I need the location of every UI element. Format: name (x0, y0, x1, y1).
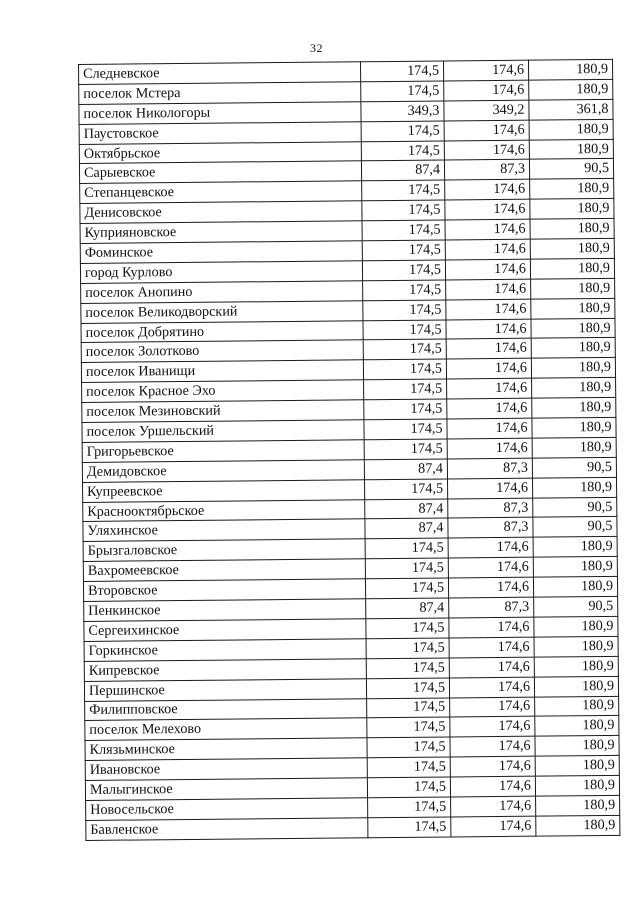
value-cell-3: 180,9 (534, 616, 618, 637)
settlement-name-cell: поселок Уршельский (82, 420, 364, 443)
value-cell-1: 174,5 (364, 439, 447, 460)
value-cell-2: 174,6 (445, 180, 530, 201)
value-cell-1: 87,4 (365, 499, 448, 520)
value-cell-1: 174,5 (361, 121, 444, 142)
value-cell-3: 180,9 (531, 358, 615, 379)
value-cell-2: 174,6 (447, 438, 532, 459)
value-cell-2: 349,2 (444, 100, 529, 121)
value-cell-2: 174,6 (444, 80, 529, 101)
value-cell-2: 174,6 (446, 339, 531, 360)
settlement-name-cell: поселок Мелехово (85, 718, 367, 741)
value-cell-3: 180,9 (529, 139, 613, 160)
value-cell-2: 174,6 (449, 617, 534, 638)
value-cell-2: 174,6 (444, 120, 529, 141)
settlement-name-cell: Степанцевское (80, 181, 362, 204)
value-cell-3: 180,9 (529, 119, 613, 140)
value-cell-2: 174,6 (450, 697, 535, 718)
value-cell-2: 174,6 (448, 577, 533, 598)
value-cell-1: 174,5 (364, 379, 447, 400)
value-cell-1: 174,5 (367, 757, 450, 778)
settlement-name-cell: Паустовское (79, 121, 361, 144)
value-cell-1: 87,4 (365, 518, 448, 539)
value-cell-3: 180,9 (530, 258, 614, 279)
value-cell-1: 87,4 (364, 459, 447, 480)
value-cell-1: 174,5 (363, 300, 446, 321)
value-cell-2: 174,6 (446, 279, 531, 300)
value-cell-3: 180,9 (533, 557, 617, 578)
value-cell-3: 180,9 (532, 477, 616, 498)
settlement-name-cell: Григорьевское (82, 440, 364, 463)
settlement-name-cell: Демидовское (82, 460, 364, 483)
settlement-name-cell: Второвское (83, 579, 365, 602)
value-cell-3: 180,9 (535, 756, 619, 777)
value-cell-2: 174,6 (447, 478, 532, 499)
value-cell-3: 180,9 (531, 278, 615, 299)
value-cell-1: 174,5 (367, 737, 450, 758)
value-cell-3: 180,9 (536, 795, 620, 816)
settlement-name-cell: Новосельское (86, 798, 368, 821)
value-cell-2: 174,6 (451, 816, 536, 837)
value-cell-1: 174,5 (367, 777, 450, 798)
value-cell-2: 87,3 (444, 160, 529, 181)
value-cell-1: 174,5 (365, 479, 448, 500)
value-cell-1: 349,3 (361, 101, 444, 122)
settlement-name-cell: Уляхинское (83, 519, 365, 542)
value-cell-1: 87,4 (366, 598, 449, 619)
value-cell-2: 174,6 (450, 717, 535, 738)
value-cell-1: 174,5 (367, 717, 450, 738)
value-cell-3: 180,9 (536, 815, 620, 836)
value-cell-1: 174,5 (362, 180, 445, 201)
data-table (78, 59, 620, 841)
value-cell-3: 180,9 (531, 338, 615, 359)
value-cell-3: 180,9 (530, 238, 614, 259)
value-cell-2: 174,6 (446, 319, 531, 340)
value-cell-2: 174,6 (448, 538, 533, 559)
settlement-name-cell: поселок Мстера (79, 82, 361, 105)
settlement-name-cell: Бавленское (86, 818, 368, 841)
settlement-name-cell: Ивановское (85, 758, 367, 781)
value-cell-1: 174,5 (364, 399, 447, 420)
value-cell-3: 180,9 (531, 318, 615, 339)
value-cell-2: 174,6 (445, 259, 530, 280)
value-cell-2: 174,6 (451, 796, 536, 817)
value-cell-1: 174,5 (366, 678, 449, 699)
settlement-name-cell: Вахромеевское (83, 559, 365, 582)
value-cell-3: 180,9 (532, 397, 616, 418)
settlement-name-cell: поселок Иванищи (81, 360, 363, 383)
settlement-name-cell: поселок Мезиновский (82, 400, 364, 423)
settlement-name-cell: Куприяновское (80, 221, 362, 244)
value-cell-2: 174,6 (449, 637, 534, 658)
value-cell-3: 180,9 (529, 79, 613, 100)
value-cell-3: 180,9 (534, 676, 618, 697)
value-cell-1: 174,5 (364, 419, 447, 440)
value-cell-2: 174,6 (443, 60, 528, 81)
value-cell-3: 180,9 (530, 199, 614, 220)
value-cell-1: 174,5 (366, 618, 449, 639)
value-cell-1: 174,5 (365, 578, 448, 599)
settlement-name-cell: Октябрьское (79, 141, 361, 164)
value-cell-1: 174,5 (360, 61, 443, 82)
settlement-name-cell: поселок Добрятино (81, 320, 363, 343)
value-cell-2: 174,6 (445, 219, 530, 240)
value-cell-3: 180,9 (535, 736, 619, 757)
settlement-name-cell: Брызгаловское (83, 539, 365, 562)
value-cell-1: 174,5 (367, 697, 450, 718)
value-cell-3: 180,9 (530, 218, 614, 239)
value-cell-2: 174,6 (447, 418, 532, 439)
value-cell-3: 90,5 (534, 596, 618, 617)
value-cell-3: 90,5 (533, 497, 617, 518)
settlement-name-cell: Малыгинское (85, 778, 367, 801)
value-cell-3: 180,9 (528, 59, 612, 80)
value-cell-3: 180,9 (534, 656, 618, 677)
settlement-name-cell: поселок Красное Эхо (82, 380, 364, 403)
value-cell-1: 174,5 (365, 558, 448, 579)
value-cell-1: 174,5 (362, 200, 445, 221)
value-cell-2: 174,6 (445, 239, 530, 260)
value-cell-3: 361,8 (529, 99, 613, 120)
value-cell-3: 180,9 (532, 437, 616, 458)
value-cell-1: 174,5 (363, 320, 446, 341)
value-cell-3: 90,5 (529, 159, 613, 180)
value-cell-2: 174,6 (450, 736, 535, 757)
value-cell-2: 87,3 (447, 458, 532, 479)
value-cell-2: 87,3 (448, 518, 533, 539)
settlement-name-cell: Филипповское (85, 698, 367, 721)
value-cell-1: 174,5 (361, 141, 444, 162)
value-cell-1: 174,5 (362, 260, 445, 281)
settlement-name-cell: город Курлово (80, 261, 362, 284)
value-cell-1: 174,5 (362, 240, 445, 261)
settlement-name-cell: Сергеихинское (84, 619, 366, 642)
settlement-name-cell: поселок Золотково (81, 340, 363, 363)
value-cell-1: 174,5 (362, 220, 445, 241)
settlement-name-cell: Кипревское (84, 658, 366, 681)
settlement-name-cell: поселок Анопино (81, 281, 363, 304)
value-cell-3: 180,9 (531, 298, 615, 319)
value-cell-2: 174,6 (448, 557, 533, 578)
settlement-name-cell: Клязьминское (85, 738, 367, 761)
value-cell-1: 174,5 (363, 339, 446, 360)
settlement-name-cell: Сарыевское (79, 161, 361, 184)
table-body (79, 59, 620, 840)
value-cell-3: 180,9 (534, 636, 618, 657)
value-cell-3: 180,9 (535, 716, 619, 737)
value-cell-2: 174,6 (447, 378, 532, 399)
value-cell-2: 174,6 (449, 677, 534, 698)
value-cell-1: 174,5 (368, 817, 451, 838)
settlement-name-cell: поселок Великодворский (81, 300, 363, 323)
value-cell-3: 90,5 (532, 457, 616, 478)
value-cell-3: 180,9 (535, 696, 619, 717)
value-cell-2: 174,6 (444, 140, 529, 161)
settlement-name-cell: Горкинское (84, 639, 366, 662)
value-cell-3: 180,9 (533, 577, 617, 598)
value-cell-3: 180,9 (535, 775, 619, 796)
settlement-name-cell: Следневское (79, 62, 361, 85)
value-cell-2: 174,6 (447, 398, 532, 419)
value-cell-1: 174,5 (366, 638, 449, 659)
value-cell-2: 87,3 (448, 498, 533, 519)
settlement-name-cell: Денисовское (80, 201, 362, 224)
value-cell-3: 180,9 (530, 179, 614, 200)
value-cell-3: 180,9 (532, 378, 616, 399)
value-cell-3: 180,9 (532, 417, 616, 438)
value-cell-1: 174,5 (361, 81, 444, 102)
settlement-name-cell: Першинское (84, 678, 366, 701)
value-cell-2: 174,6 (446, 299, 531, 320)
value-cell-2: 174,6 (450, 756, 535, 777)
settlement-name-cell: Фоминское (80, 241, 362, 264)
value-cell-1: 174,5 (365, 538, 448, 559)
value-cell-2: 87,3 (449, 597, 534, 618)
settlement-name-cell: поселок Никологоры (79, 102, 361, 125)
settlement-name-cell: Купреевское (83, 479, 365, 502)
value-cell-2: 174,6 (450, 776, 535, 797)
value-cell-1: 174,5 (363, 359, 446, 380)
value-cell-2: 174,6 (449, 657, 534, 678)
value-cell-1: 174,5 (363, 280, 446, 301)
settlement-name-cell: Пенкинское (84, 599, 366, 622)
value-cell-1: 174,5 (366, 658, 449, 679)
settlement-name-cell: Краснооктябрьское (83, 499, 365, 522)
table-row (86, 815, 620, 840)
value-cell-3: 180,9 (533, 537, 617, 558)
page-number: 32 (310, 41, 323, 55)
value-cell-1: 87,4 (361, 160, 444, 181)
value-cell-1: 174,5 (368, 797, 451, 818)
value-cell-2: 174,6 (446, 359, 531, 380)
value-cell-3: 90,5 (533, 517, 617, 538)
value-cell-2: 174,6 (445, 199, 530, 220)
